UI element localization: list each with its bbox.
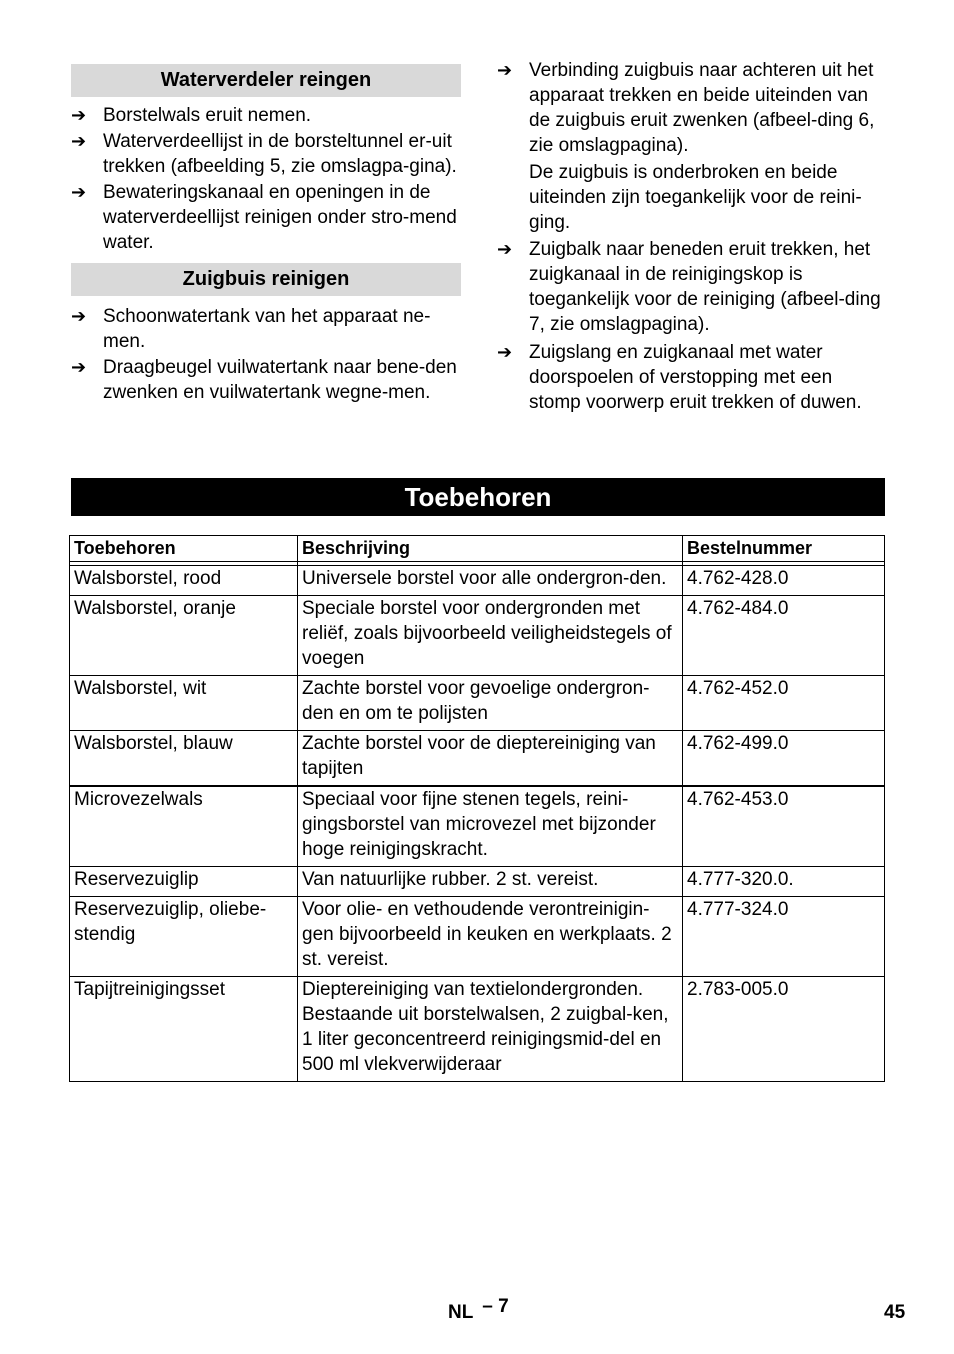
accessory-description: Voor olie- en vethoudende verontreinigin-gen bijvoorbeeld in keuken en werkplaats. 2 st. vereist.	[298, 897, 683, 977]
order-number: 4.762-428.0	[683, 566, 885, 596]
step-text: Waterverdeellijst in de borsteltunnel er-uit trekken (afbeelding 5, zie omslagpa-gina).	[103, 131, 457, 177]
arrow-right-icon: ➔	[71, 306, 87, 326]
section-heading-suction-tube: Zuigbuis reinigen	[71, 263, 461, 296]
accessory-name: Microvezelwals	[70, 786, 298, 867]
page-number: 45	[884, 1302, 906, 1323]
instruction-step	[71, 304, 461, 354]
arrow-right-icon: ➔	[497, 60, 513, 80]
step-text: Schoonwatertank van het apparaat ne-men.	[103, 306, 431, 352]
instruction-step	[71, 129, 461, 179]
accessory-name: Reservezuiglip, oliebe-stendig	[70, 897, 298, 977]
column-header-order-number: Bestelnummer	[683, 536, 885, 562]
instruction-step	[497, 340, 887, 415]
accessory-name: Walsborstel, oranje	[70, 596, 298, 676]
accessory-name: Walsborstel, blauw	[70, 731, 298, 787]
accessory-description: Zachte borstel voor de dieptereiniging van tapijten	[298, 731, 683, 787]
table-row	[70, 977, 885, 1082]
accessory-description: Van natuurlijke rubber. 2 st. vereist.	[298, 867, 683, 897]
step-text: Borstelwals eruit nemen.	[103, 105, 312, 126]
table-row	[70, 596, 885, 676]
column-header-accessory: Toebehoren	[70, 536, 298, 562]
order-number: 4.762-499.0	[683, 731, 885, 787]
accessory-description: Zachte borstel voor gevoelige ondergron-den en om te polijsten	[298, 676, 683, 731]
table-row	[70, 731, 885, 787]
accessory-description: Universele borstel voor alle ondergron-den.	[298, 566, 683, 596]
step-text: Zuigbalk naar beneden eruit trekken, het zuigkanaal in de reinigingskop is toegankelijk voor de reiniging (afbeel-ding 7, zie omslagpagina).	[529, 239, 881, 335]
arrow-right-icon: ➔	[71, 131, 87, 151]
order-number: 4.762-452.0	[683, 676, 885, 731]
order-number: 4.762-453.0	[683, 786, 885, 867]
instruction-step	[497, 58, 887, 158]
instruction-step	[71, 103, 461, 128]
arrow-right-icon: ➔	[71, 105, 87, 125]
section-heading-water-distributor: Waterverdeler reingen	[71, 64, 461, 97]
arrow-right-icon: ➔	[497, 342, 513, 362]
order-number: 4.777-324.0	[683, 897, 885, 977]
accessory-name: Walsborstel, rood	[70, 566, 298, 596]
accessories-table	[69, 535, 885, 1082]
language-code: NL	[448, 1302, 473, 1323]
step-note: De zuigbuis is onderbroken en beide uiteinden zijn toegankelijk voor de reini-ging.	[529, 162, 862, 233]
table-row	[70, 786, 885, 867]
footer-language	[448, 1296, 509, 1325]
accessory-name: Tapijtreinigingsset	[70, 977, 298, 1082]
table-row	[70, 676, 885, 731]
order-number: 2.783-005.0	[683, 977, 885, 1082]
step-text: Verbinding zuigbuis naar achteren uit het apparaat trekken en beide uiteinden van de zuigbuis eruit zwenken (afbeel-ding 6, zie omslagpagina).	[529, 60, 875, 156]
order-number: 4.762-484.0	[683, 596, 885, 676]
arrow-right-icon: ➔	[71, 357, 87, 377]
accessory-name: Walsborstel, wit	[70, 676, 298, 731]
order-number: 4.777-320.0.	[683, 867, 885, 897]
column-header-description: Beschrijving	[298, 536, 683, 562]
accessories-banner: Toebehoren	[71, 478, 885, 516]
section-page: – 7	[482, 1296, 509, 1317]
accessory-description: Speciale borstel voor ondergronden met reliëf, zoals bijvoorbeeld veiligheidstegels of voegen	[298, 596, 683, 676]
table-row	[70, 897, 885, 977]
accessory-name: Reservezuiglip	[70, 867, 298, 897]
instruction-step	[497, 237, 887, 337]
arrow-right-icon: ➔	[497, 239, 513, 259]
step-text: Draagbeugel vuilwatertank naar bene-den zwenken en vuilwatertank wegne-men.	[103, 357, 457, 403]
step-text: Bewateringskanaal en openingen in de waterverdeellijst reinigen onder stro-mend water.	[103, 182, 457, 253]
table-row	[70, 566, 885, 596]
left-column	[71, 0, 461, 405]
accessory-description: Speciaal voor fijne stenen tegels, reini-gingsborstel van microvezel met bijzonder hoge reinigingskracht.	[298, 786, 683, 867]
table-header-row	[70, 536, 885, 562]
arrow-right-icon: ➔	[71, 182, 87, 202]
step-text: Zuigslang en zuigkanaal met water doorspoelen of verstopping met een stomp voorwerp eruit trekken of duwen.	[529, 342, 862, 413]
instruction-step	[71, 355, 461, 405]
accessory-description: Dieptereiniging van textielondergronden. Bestaande uit borstelwalsen, 2 zuigbal-ken, 1 liter geconcentreerd reinigingsmid-del en 500 ml vlekverwijderaar	[298, 977, 683, 1082]
table-row	[70, 867, 885, 897]
instruction-step	[71, 180, 461, 255]
right-column	[497, 0, 887, 415]
